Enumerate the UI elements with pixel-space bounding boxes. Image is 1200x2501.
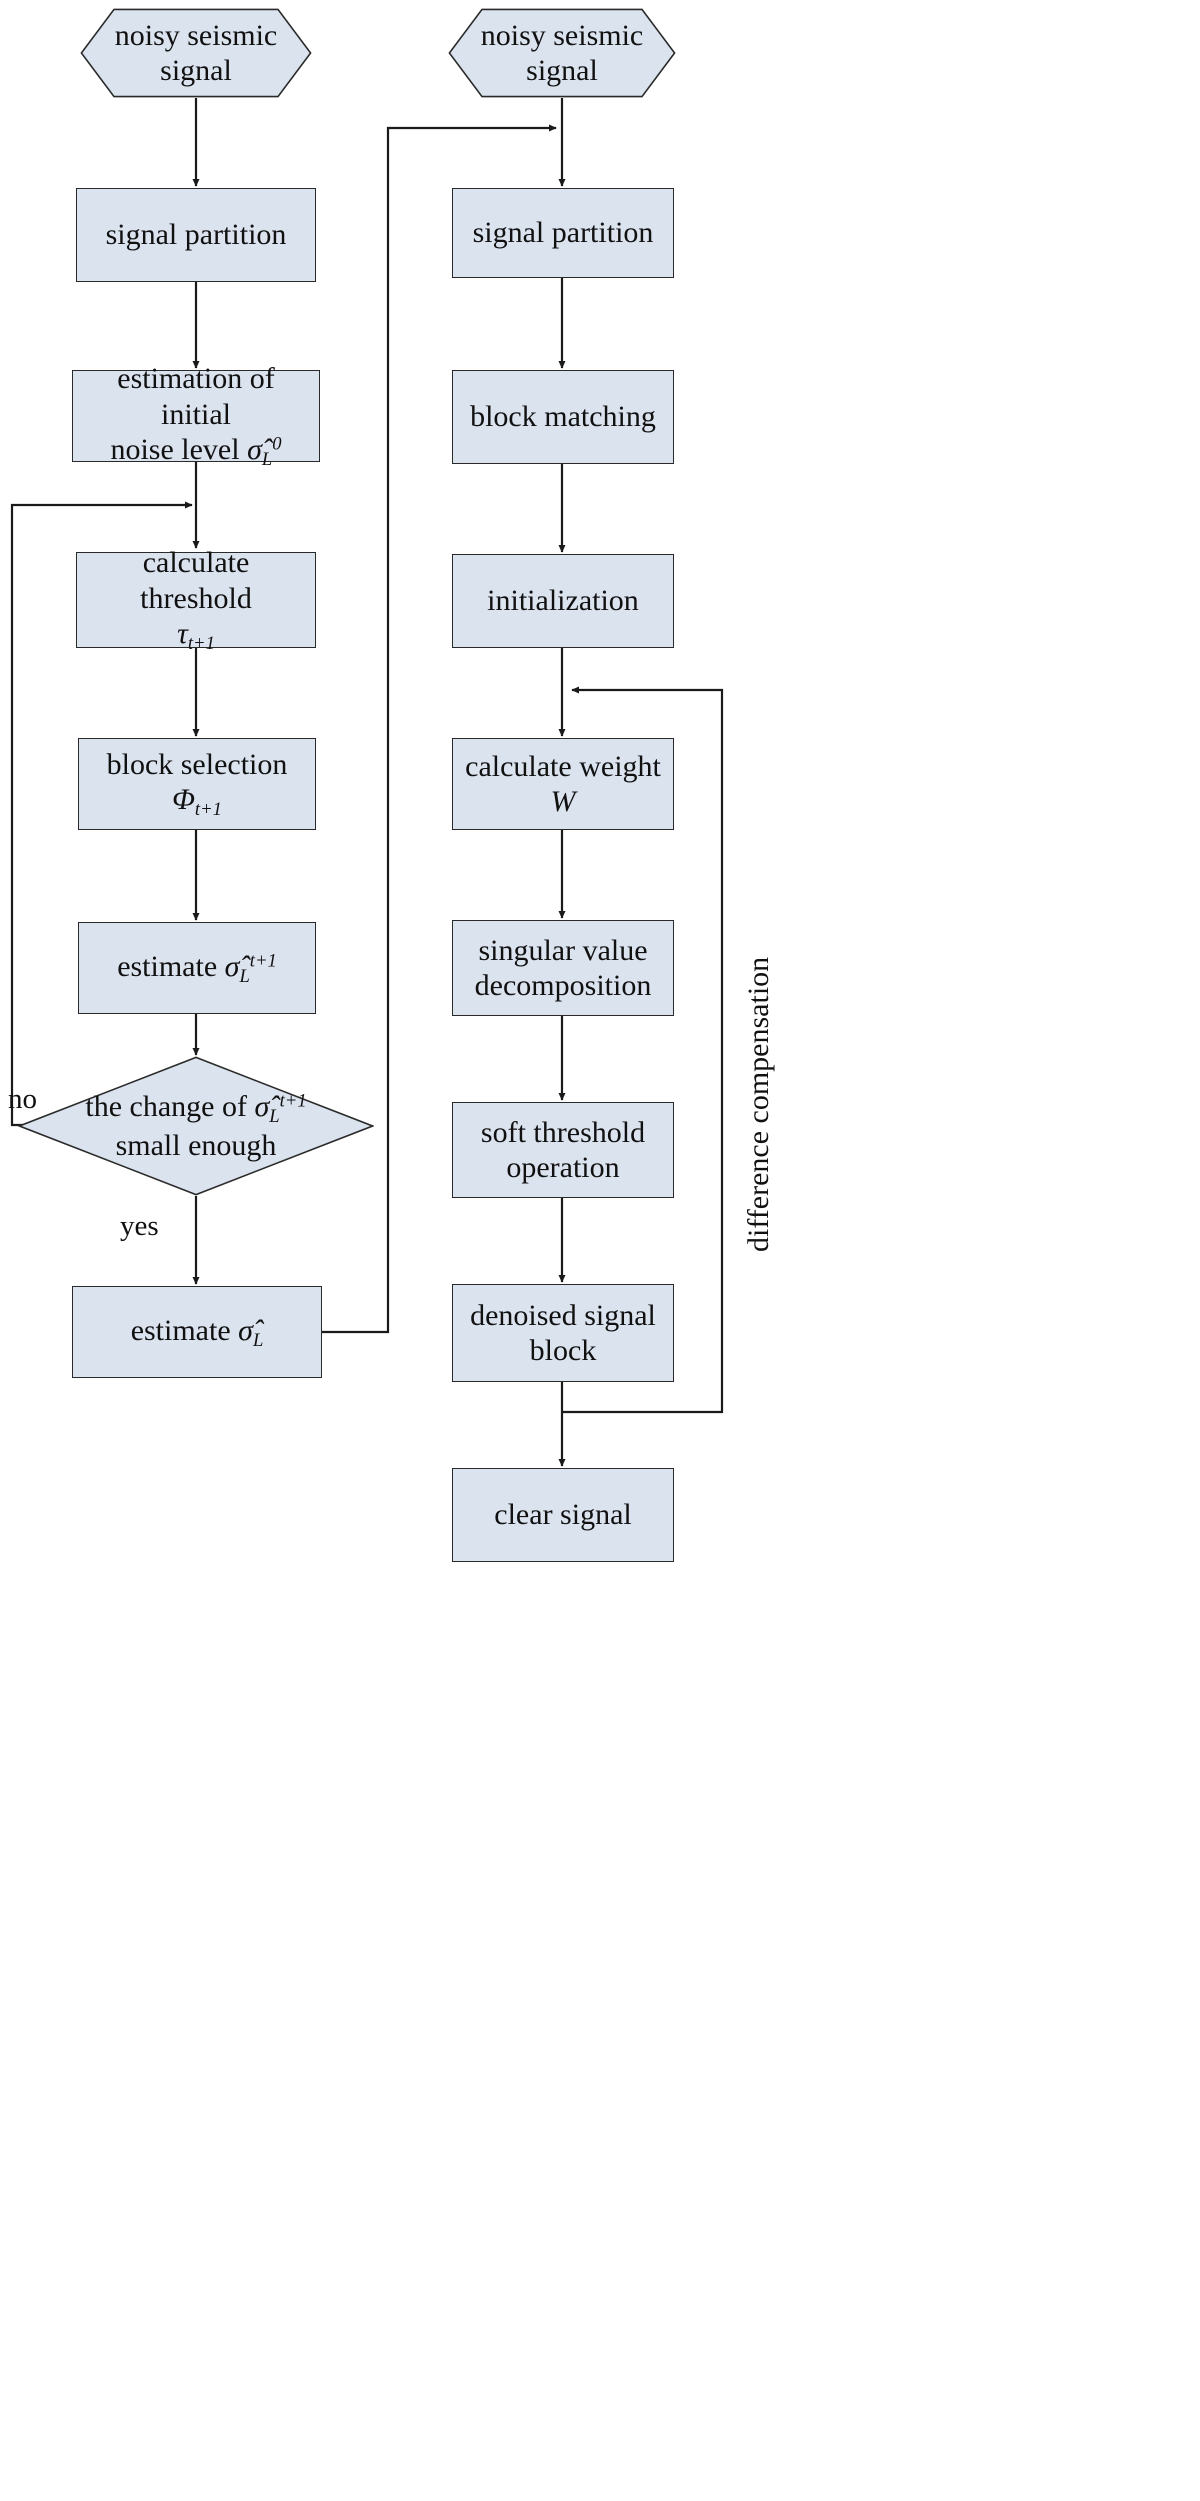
decision-change-small-enough-label: the change of $\sigmâ_L^{t+1}$ small enough xyxy=(85,1089,307,1162)
node-calculate-threshold xyxy=(76,546,316,654)
node-block-matching xyxy=(452,370,674,464)
node-soft-threshold-operation xyxy=(452,1102,674,1198)
start-node-right xyxy=(448,8,676,98)
node-estimate-sigma-t1-label: estimate $\sigmâ_L^{t+1}$ xyxy=(117,949,277,987)
node-clear-signal xyxy=(452,1468,674,1562)
node-block-selection-label: block selection $\Phi_{t+1}$ xyxy=(106,747,288,821)
start-node-left-label: noisy seismic signal xyxy=(114,18,278,87)
node-calculate-threshold-label: calculate threshold $\tau_{t+1}$ xyxy=(140,546,252,654)
node-singular-value-decomposition xyxy=(452,920,674,1016)
node-signal-partition-left xyxy=(76,188,316,282)
node-singular-value-decomposition-label: singular value decomposition xyxy=(474,933,652,1002)
edge-label-difference-compensation: difference compensation xyxy=(742,956,775,1252)
node-initialization xyxy=(452,554,674,648)
node-block-matching-label: block matching xyxy=(470,400,656,434)
node-soft-threshold-operation-label: soft threshold operation xyxy=(480,1115,646,1184)
node-calculate-weight-label: calculate weight W xyxy=(465,749,661,818)
node-signal-partition-right xyxy=(452,188,674,278)
edge-label-yes: yes xyxy=(120,1210,159,1242)
node-signal-partition-left-label: signal partition xyxy=(105,218,287,252)
node-calculate-weight xyxy=(452,738,674,830)
start-node-right-label: noisy seismic signal xyxy=(480,18,644,87)
node-estimation-initial-noise-level xyxy=(72,362,320,470)
node-block-selection xyxy=(78,738,316,830)
node-estimate-sigma-l xyxy=(72,1286,322,1378)
node-signal-partition-right-label: signal partition xyxy=(472,216,654,250)
node-estimation-initial-noise-level-label: estimation of initial noise level $\sigmâ_L^0$ xyxy=(110,362,282,470)
node-denoised-signal-block xyxy=(452,1284,674,1382)
node-estimate-sigma-t1 xyxy=(78,922,316,1014)
node-estimate-sigma-l-label: estimate $\sigmâ_L$ xyxy=(130,1313,264,1351)
decision-change-small-enough xyxy=(18,1056,374,1196)
start-node-left xyxy=(80,8,312,98)
node-initialization-label: initialization xyxy=(487,584,639,618)
edge-label-no: no xyxy=(8,1083,37,1115)
node-clear-signal-label: clear signal xyxy=(494,1498,632,1532)
node-denoised-signal-block-label: denoised signal block xyxy=(470,1298,656,1367)
